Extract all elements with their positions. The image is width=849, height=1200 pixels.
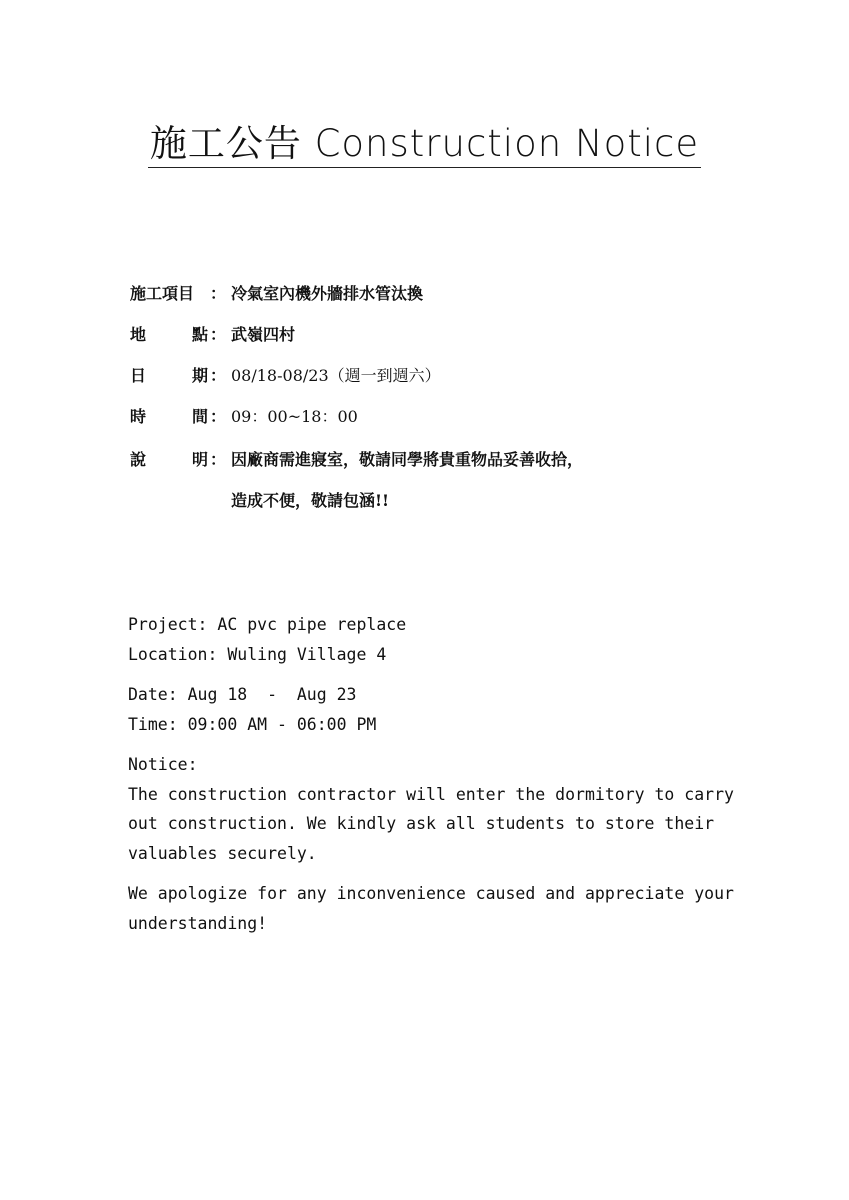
- zh-time-label-char-1: 時: [130, 407, 147, 426]
- zh-note-value-line1: 因廠商需進寢室，敬請同學將貴重物品妥善收拾，: [231, 450, 584, 469]
- zh-date-label-char-2: 期: [191, 366, 208, 385]
- zh-project-value: 冷氣室內機外牆排水管汰換: [231, 284, 424, 303]
- zh-note-value-line2: 造成不便，敬請包涵!!: [231, 491, 390, 510]
- en-project-line: Project: AC pvc pipe replace: [128, 615, 407, 634]
- zh-location-label-char-2: 點: [191, 325, 208, 344]
- en-apology-line-2: understanding!: [128, 913, 268, 933]
- zh-note-label-char-1: 說: [130, 450, 147, 469]
- page-title: 施工公告 Construction Notice: [148, 121, 701, 168]
- zh-date-label: [130, 364, 208, 388]
- zh-time-label-char-2: 間: [191, 407, 208, 426]
- en-notice-line-2: out construction. We kindly ask all students to store their: [128, 814, 715, 833]
- zh-note-label-char-2: 明: [191, 450, 208, 469]
- zh-date-label-char-1: 日: [130, 366, 147, 385]
- zh-project-label: 施工項目: [130, 284, 195, 303]
- en-notice-heading: Notice:: [128, 755, 198, 774]
- zh-date-value: 08/18-08/23（週一到週六）: [231, 366, 441, 385]
- zh-location-label: [130, 323, 208, 347]
- en-time-line: Time: 09:00 AM - 06:00 PM: [128, 714, 377, 734]
- zh-note-label: [130, 448, 208, 472]
- english-notice-block: [128, 610, 734, 949]
- zh-time-value: 09：00~18：00: [231, 407, 358, 426]
- zh-date-colon: ：: [210, 366, 227, 385]
- zh-note-colon: ：: [210, 450, 227, 469]
- zh-location-value: 武嶺四村: [231, 325, 296, 344]
- en-apology-group: [128, 879, 734, 938]
- zh-time-colon: ：: [210, 407, 227, 426]
- zh-location-label-char-1: 地: [130, 325, 147, 344]
- en-date-line: Date: Aug 18 - Aug 23: [128, 685, 357, 704]
- zh-project-colon: ：: [210, 284, 227, 303]
- en-location-line: Location: Wuling Village 4: [128, 644, 387, 664]
- page-title-container: [0, 118, 849, 170]
- en-notice-group: [128, 750, 734, 868]
- en-apology-line-1: We apologize for any inconvenience caused and appreciate your: [128, 884, 734, 903]
- en-notice-line-1: The construction contractor will enter the dormitory to carry: [128, 784, 734, 804]
- en-date-time-group: [128, 680, 728, 739]
- zh-time-label: [130, 405, 208, 429]
- zh-location-colon: ：: [210, 325, 227, 344]
- en-project-location-group: [128, 610, 728, 669]
- en-notice-line-3: valuables securely.: [128, 843, 317, 863]
